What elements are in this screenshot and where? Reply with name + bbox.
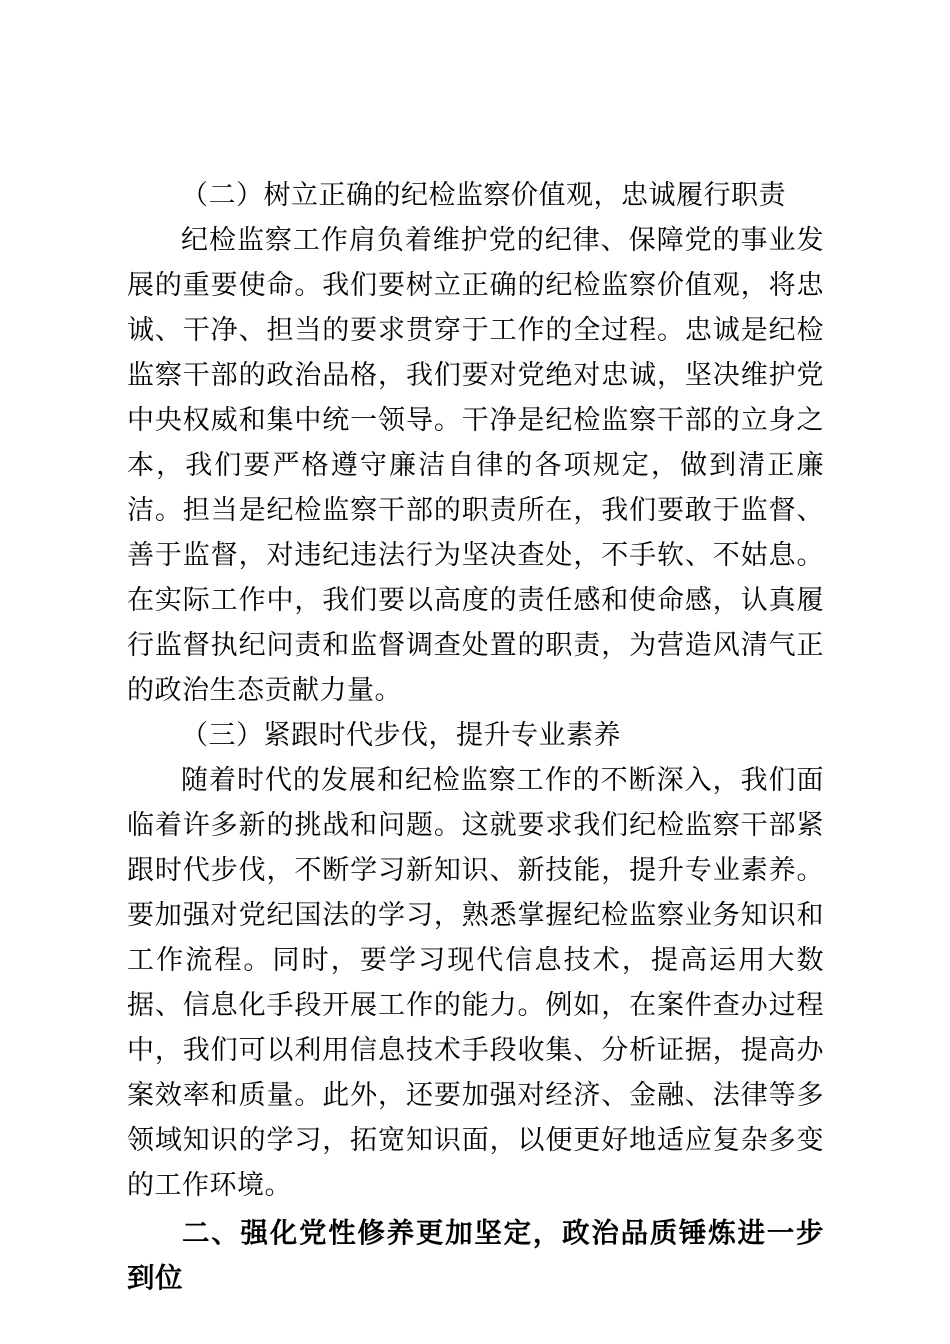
paragraph-values: 纪检监察工作肩负着维护党的纪律、保障党的事业发展的重要使命。我们要树立正确的纪检监察价值观，将忠诚、干净、担当的要求贯穿于工作的全过程。忠诚是纪检监察干部的政治品格，我们要对党绝对忠诚，坚决维护党中央权威和集中统一领导。干净是纪检监察干部的立身之本，我们要严格遵守廉洁自律的各项规定，做到清正廉洁。担当是纪检监察干部的职责所在，我们要敢于监督、善于监督，对违纪违法行为坚决查处，不手软、不姑息。在实际工作中，我们要以高度的责任感和使命感，认真履行监督执纪问责和监督调查处置的职责，为营造风清气正的政治生态贡献力量。 bbox=[127, 225, 824, 705]
paragraph-professional-skills: 随着时代的发展和纪检监察工作的不断深入，我们面临着许多新的挑战和问题。这就要求我们纪检监察干部紧跟时代步伐，不断学习新知识、新技能，提升专业素养。要加强对党纪国法的学习，熟悉掌握纪检监察业务知识和工作流程。同时，要学习现代信息技术，提高运用大数据、信息化手段开展工作的能力。例如，在案件查办过程中，我们可以利用信息技术手段收集、分析证据，提高办案效率和质量。此外，还要加强对经济、金融、法律等多领域知识的学习，拓宽知识面，以便更好地适应复杂多变的工作环境。 bbox=[127, 765, 824, 1200]
section-heading-party-spirit: 二、强化党性修养更加坚定，政治品质锤炼进一步到位 bbox=[127, 1217, 824, 1293]
subsection-heading-loyalty: （二）树立正确的纪检监察价值观，忠诚履行职责 bbox=[181, 180, 786, 210]
subsection-heading-professionalism: （三）紧跟时代步伐，提升专业素养 bbox=[181, 720, 621, 750]
